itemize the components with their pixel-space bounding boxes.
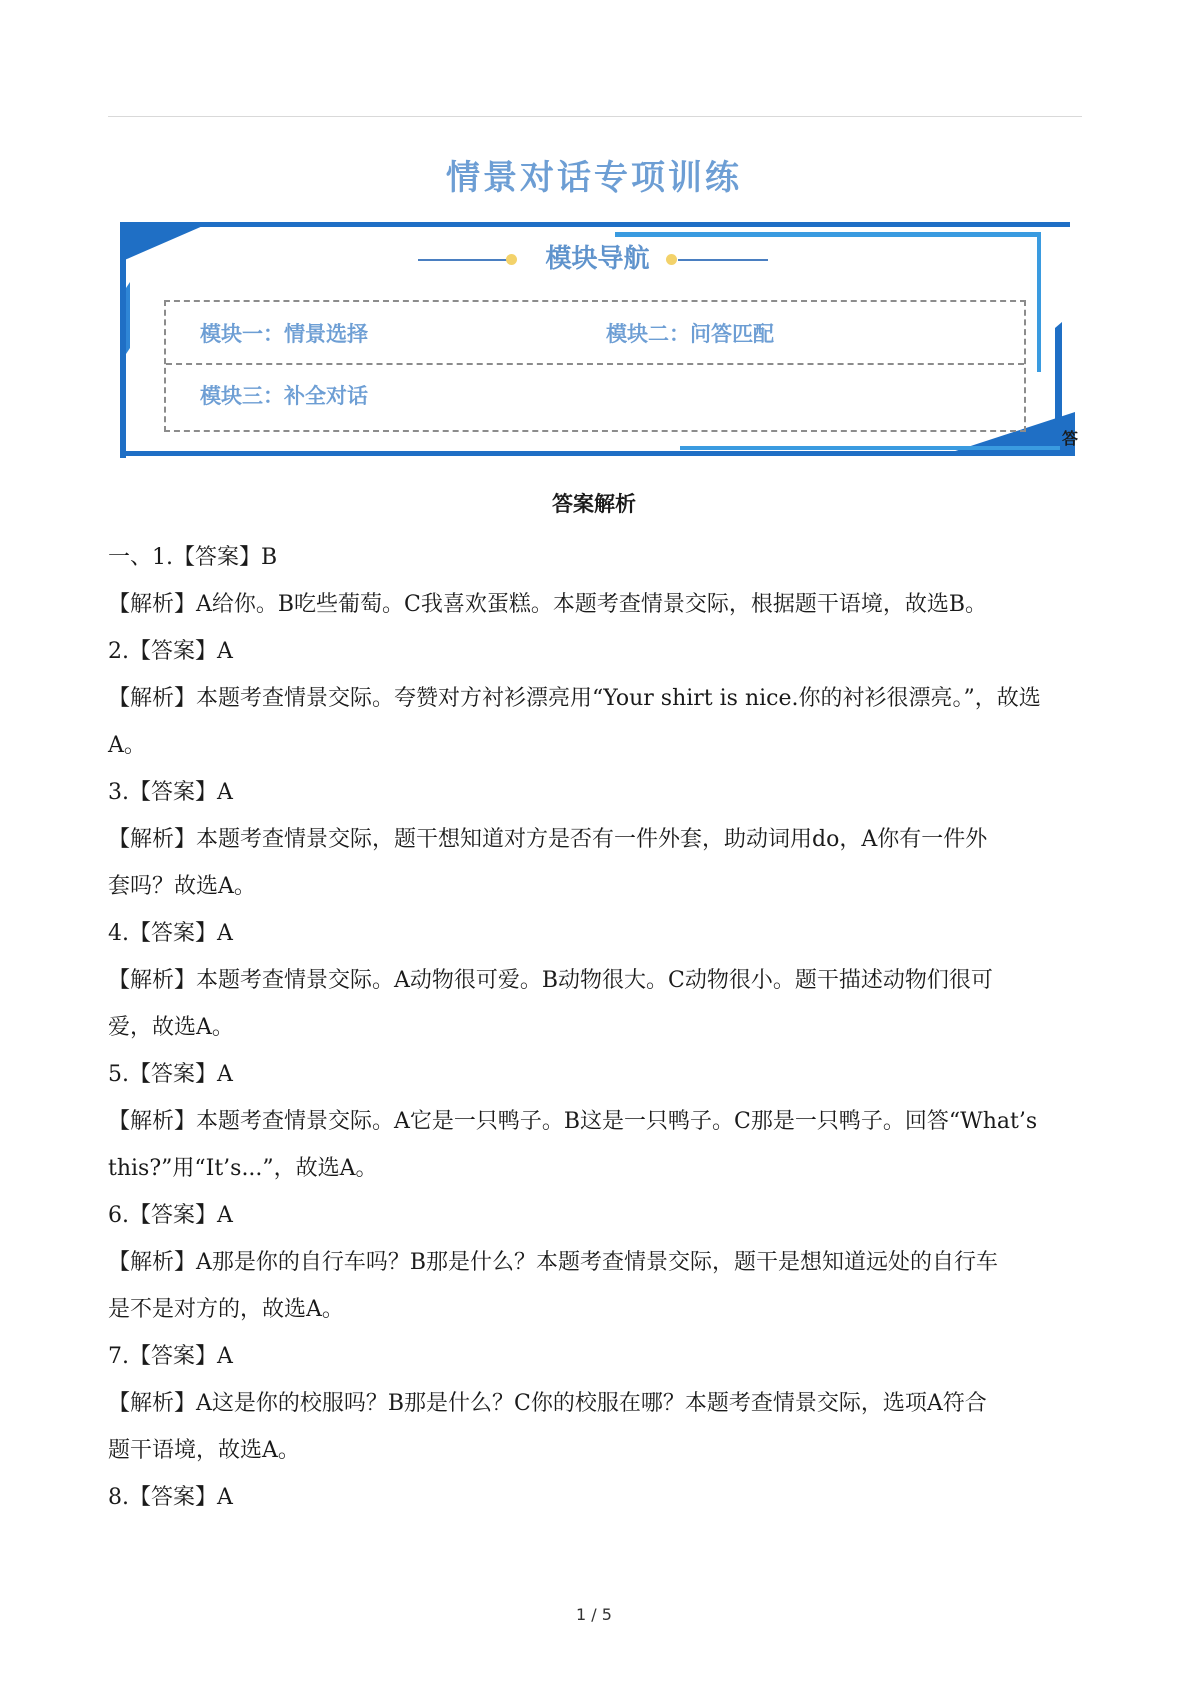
body-line: 3.【答案】A — [108, 780, 233, 805]
header-rule — [108, 116, 1082, 117]
body-line: 题干语境，故选A。 — [108, 1438, 300, 1463]
body-line: 爱，故选A。 — [108, 1015, 234, 1040]
answer-section-heading: 答案解析 — [552, 492, 636, 516]
body-line: 【解析】本题考查情景交际，题干想知道对方是否有一件外套，助动词用do，A你有一件外 — [108, 827, 988, 852]
module-list-box — [164, 300, 1026, 432]
body-line: 【解析】A这是你的校服吗？B那是什么？C你的校服在哪？本题考查情景交际，选项A符合 — [108, 1391, 987, 1416]
body-line: 【解析】本题考查情景交际。A它是一只鸭子。B这是一只鸭子。C那是一只鸭子。回答“What’s — [108, 1109, 1038, 1134]
module-3-link[interactable]: 模块三：补全对话 — [200, 384, 368, 408]
nav-line-right — [678, 259, 768, 261]
module-2-link[interactable]: 模块二：问答匹配 — [606, 322, 774, 346]
body-line: 一、1.【答案】B — [108, 545, 278, 570]
body-line: 5.【答案】A — [108, 1062, 233, 1087]
body-line: 是不是对方的，故选A。 — [108, 1297, 344, 1322]
module-1-link[interactable]: 模块一：情景选择 — [200, 322, 368, 346]
body-line: 【解析】A那是你的自行车吗？B那是什么？本题考查情景交际，题干是想知道远处的自行车 — [108, 1250, 999, 1275]
body-line: 4.【答案】A — [108, 921, 233, 946]
document-title: 情景对话专项训练 — [446, 158, 742, 198]
body-line: this?”用“It’s...”，故选A。 — [108, 1156, 378, 1181]
module-navigation-banner — [120, 218, 1079, 458]
module-divider — [166, 363, 1024, 365]
page-number: 1 / 5 — [576, 1605, 612, 1624]
body-line: A。 — [108, 733, 146, 758]
body-line: 套吗？故选A。 — [108, 874, 256, 899]
nav-dot-right — [666, 254, 677, 265]
body-line: 8.【答案】A — [108, 1485, 233, 1510]
body-line: 6.【答案】A — [108, 1203, 233, 1228]
edge-text: 答 — [1062, 429, 1079, 448]
body-line: 【解析】本题考查情景交际。A动物很可爱。B动物很大。C动物很小。题干描述动物们很可 — [108, 968, 993, 993]
nav-heading: 模块导航 — [545, 244, 650, 274]
body-line: 【解析】A给你。B吃些葡萄。C我喜欢蛋糕。本题考查情景交际，根据题干语境，故选B。 — [108, 592, 988, 617]
body-line: 2.【答案】A — [108, 639, 233, 664]
body-line: 【解析】本题考查情景交际。夸赞对方衬衫漂亮用“Your shirt is nice.你的衬衫很漂亮。”，故选 — [108, 686, 1041, 711]
body-line: 7.【答案】A — [108, 1344, 233, 1369]
